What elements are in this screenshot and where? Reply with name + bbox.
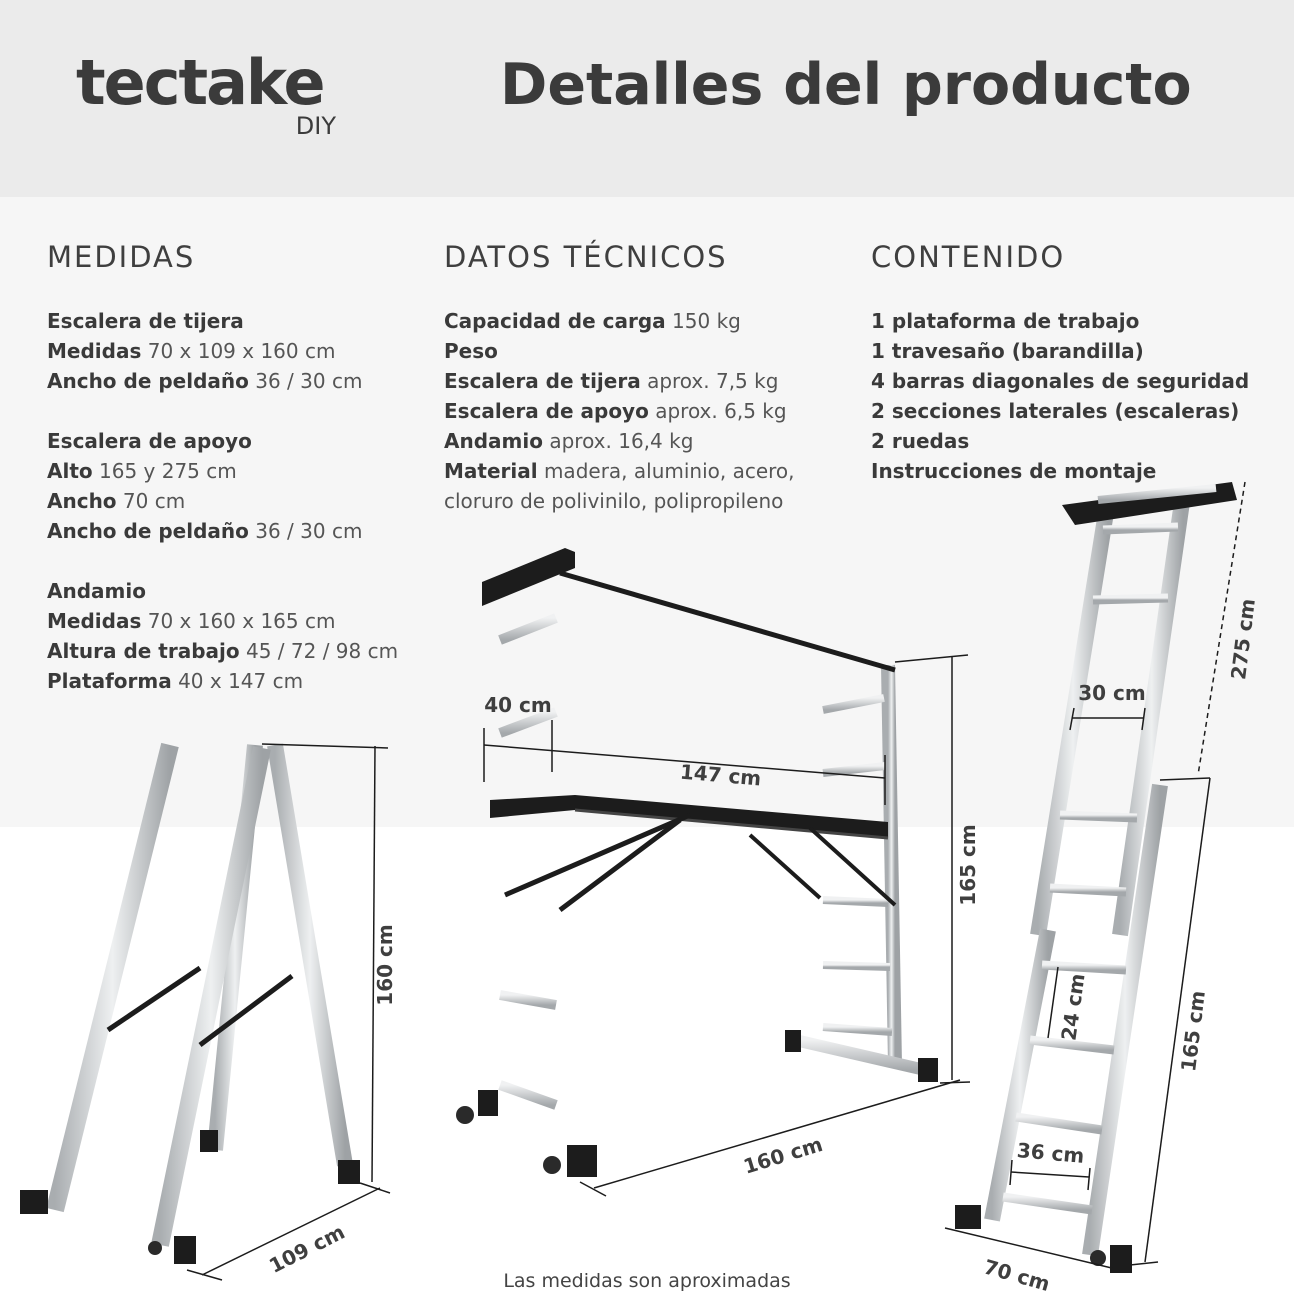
content-item: Instrucciones de montaje bbox=[871, 459, 1157, 483]
scaffold bbox=[456, 548, 970, 1196]
dim-scaffold-depth: 40 cm bbox=[484, 693, 552, 717]
spec-row: Andamio aprox. 16,4 kg bbox=[444, 429, 694, 453]
dim-ladder-rung-top: 30 cm bbox=[1078, 681, 1146, 705]
spec-row: Ancho de peldaño 36 / 30 cm bbox=[47, 369, 363, 393]
spec-row: Escalera de apoyo aprox. 6,5 kg bbox=[444, 399, 787, 423]
content-item: 2 ruedas bbox=[871, 429, 970, 453]
spec-row: Ancho de peldaño 36 / 30 cm bbox=[47, 519, 363, 543]
spec-row: Medidas 70 x 160 x 165 cm bbox=[47, 609, 336, 633]
brand-sub: DIY bbox=[295, 112, 336, 140]
spec-row: Peso bbox=[444, 339, 498, 363]
spec-row-continued: cloruro de polivinilo, polipropileno bbox=[444, 489, 784, 513]
footnote: Las medidas son aproximadas bbox=[503, 1270, 791, 1292]
spec-row: Ancho 70 cm bbox=[47, 489, 186, 513]
group-title: Andamio bbox=[47, 579, 146, 603]
page-title: Detalles del producto bbox=[500, 52, 1192, 118]
content-item: 1 plataforma de trabajo bbox=[871, 309, 1140, 333]
dim-step-depth: 109 cm bbox=[265, 1219, 349, 1278]
group-title: Escalera de tijera bbox=[47, 309, 244, 333]
dim-ladder-top: 275 cm bbox=[1226, 597, 1260, 682]
extension-ladder bbox=[945, 482, 1245, 1273]
group-title: Escalera de apoyo bbox=[47, 429, 252, 453]
spec-row: Alto 165 y 275 cm bbox=[47, 459, 237, 483]
contenido-heading: CONTENIDO bbox=[871, 240, 1066, 274]
spec-row: Capacidad de carga 150 kg bbox=[444, 309, 741, 333]
spec-row: Altura de trabajo 45 / 72 / 98 cm bbox=[47, 639, 399, 663]
spec-row: Material madera, aluminio, acero, bbox=[444, 459, 795, 483]
dim-scaffold-height: 165 cm bbox=[956, 824, 980, 906]
content-item: 4 barras diagonales de seguridad bbox=[871, 369, 1250, 393]
step-ladder bbox=[20, 744, 390, 1280]
spec-row: Plataforma 40 x 147 cm bbox=[47, 669, 304, 693]
spec-row: Escalera de tijera aprox. 7,5 kg bbox=[444, 369, 779, 393]
dim-ladder-width: 70 cm bbox=[981, 1254, 1053, 1297]
dim-ladder-height: 165 cm bbox=[1176, 989, 1210, 1074]
dim-ladder-rung-bottom: 36 cm bbox=[1015, 1138, 1086, 1168]
content-item: 1 travesaño (barandilla) bbox=[871, 339, 1144, 363]
spec-row: Medidas 70 x 109 x 160 cm bbox=[47, 339, 336, 363]
dim-ladder-rung-spacing: 24 cm bbox=[1056, 971, 1090, 1043]
dim-step-height: 160 cm bbox=[373, 924, 397, 1006]
content-item: 2 secciones laterales (escaleras) bbox=[871, 399, 1240, 423]
dim-scaffold-width: 147 cm bbox=[679, 759, 763, 791]
brand-name: tectake bbox=[76, 46, 324, 119]
datos-heading: DATOS TÉCNICOS bbox=[444, 240, 728, 274]
dim-scaffold-length: 160 cm bbox=[740, 1131, 826, 1179]
medidas-heading: MEDIDAS bbox=[47, 240, 196, 274]
